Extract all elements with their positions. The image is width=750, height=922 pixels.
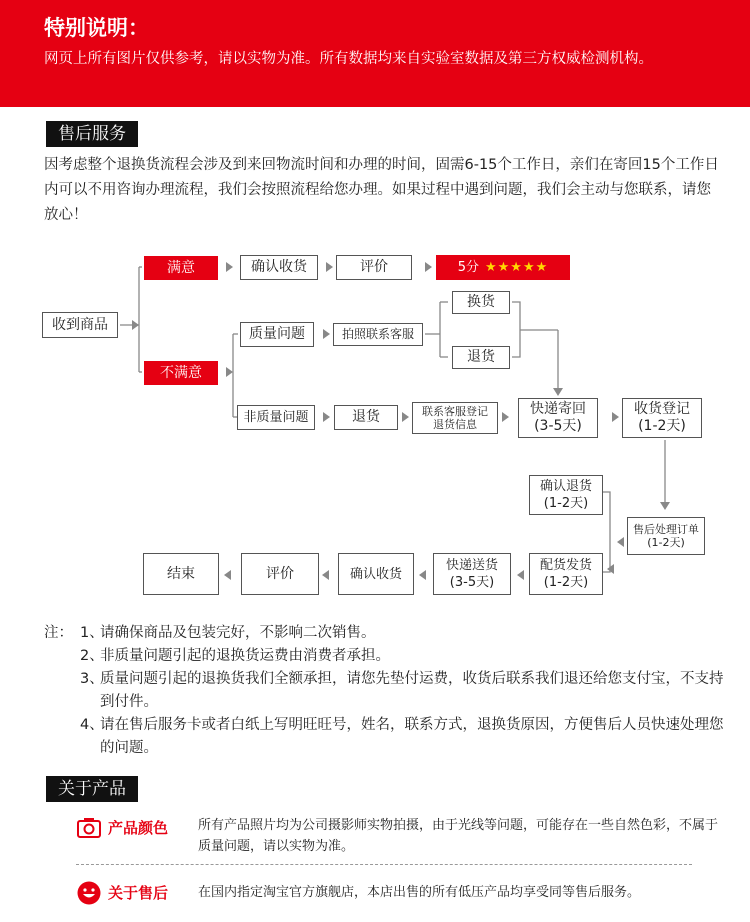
review-box-1: 评价 <box>336 255 412 280</box>
five-stars-icon: ★★★★★ <box>485 260 549 275</box>
confirm-return-label: 确认退货 <box>539 479 592 494</box>
confirm-return-box <box>529 475 603 515</box>
confirm-receipt-box-2: 确认收货 <box>338 553 414 595</box>
about-product-heading: 关于产品 <box>46 776 138 802</box>
note-item: 3、 质量问题引起的退换货我们全额承担，请您先垫付运费，收货后联系我们退还给您支付宝，不支持到付件。 <box>80 671 724 710</box>
after-sales-heading: 售后服务 <box>46 121 138 147</box>
return-box-1: 退货 <box>452 346 510 369</box>
rating-score: 5分 <box>457 260 479 275</box>
after-sales-row <box>76 880 726 906</box>
receive-goods-box: 收到商品 <box>42 312 118 338</box>
product-color-title: 产品颜色 <box>108 819 169 837</box>
process-order-label: 售后处理订单 <box>633 523 699 536</box>
confirm-receipt-box-1: 确认收货 <box>240 255 318 280</box>
after-sales-intro: 因考虑整个退换货流程会涉及到来回物流时间和办理的时间，固需6-15个工作日，亲们在寄回15个工作日内可以不用咨询办理流程，我们会按照流程给您办理。如果过程中遇到问题，我们会主动与您联系，请您放心！ <box>44 157 719 223</box>
after-sales-title: 关于售后 <box>108 884 169 902</box>
note-item: 2、 非质量问题引起的退换货运费由消费者承担。 <box>80 648 390 664</box>
receipt-register-label: 收货登记 <box>634 401 690 417</box>
exchange-box: 换货 <box>452 291 510 314</box>
unsatisfied-box: 不满意 <box>144 361 218 385</box>
receipt-register-days: (1-2天) <box>638 418 686 434</box>
confirm-return-days: (1-2天) <box>543 496 589 511</box>
allocate-ship-label: 配货发货 <box>539 558 592 573</box>
after-sales-text: 在国内指定淘宝官方旗舰店，本店出售的所有低压产品均享受同等售后服务。 <box>198 885 641 900</box>
ship-back-days: (3-5天) <box>534 418 582 434</box>
product-color-text: 所有产品照片均为公司摄影师实物拍摄，由于光线等问题，可能存在一些自然色彩，不属于质量问题，请以实物为准。 <box>198 818 719 854</box>
non-quality-issue-box: 非质量问题 <box>237 405 315 430</box>
ship-back-box <box>518 398 598 438</box>
notes-section <box>44 622 724 760</box>
camera-icon <box>76 815 102 841</box>
process-order-days: (1-2天) <box>647 536 685 549</box>
product-color-row <box>76 815 726 857</box>
quality-issue-box: 质量问题 <box>240 322 314 347</box>
divider <box>76 864 692 865</box>
ship-back-label: 快递寄回 <box>530 401 586 417</box>
receipt-register-box <box>622 398 702 438</box>
notes-label: 注： <box>44 625 73 641</box>
note-item: 注： 1、 请确保商品及包装完好，不影响二次销售。 <box>44 622 724 645</box>
rating-box <box>436 255 570 280</box>
process-order-box <box>627 517 705 555</box>
courier-deliver-box <box>433 553 511 595</box>
courier-deliver-label: 快递送货 <box>445 558 498 573</box>
register-return-info-box: 联系客服登记退货信息 <box>412 402 498 434</box>
notice-banner <box>0 0 750 107</box>
notice-text: 网页上所有图片仅供参考，请以实物为准。所有数据均来自实验室数据及第三方权威检测机构。 <box>44 51 653 67</box>
smile-icon <box>76 880 102 906</box>
end-box: 结束 <box>143 553 219 595</box>
note-item: 4、 请在售后服务卡或者白纸上写明旺旺号，姓名，联系方式，退换货原因，方便售后人员快速处理您的问题。 <box>80 717 724 756</box>
review-box-2: 评价 <box>241 553 319 595</box>
contact-cs-box: 拍照联系客服 <box>333 323 423 346</box>
courier-deliver-days: (3-5天) <box>449 575 495 590</box>
allocate-ship-box <box>529 553 603 595</box>
satisfied-box: 满意 <box>144 256 218 280</box>
notice-title: 特别说明： <box>44 16 149 40</box>
return-box-2: 退货 <box>334 405 398 430</box>
return-flow-chart <box>0 240 750 610</box>
allocate-ship-days: (1-2天) <box>543 575 589 590</box>
